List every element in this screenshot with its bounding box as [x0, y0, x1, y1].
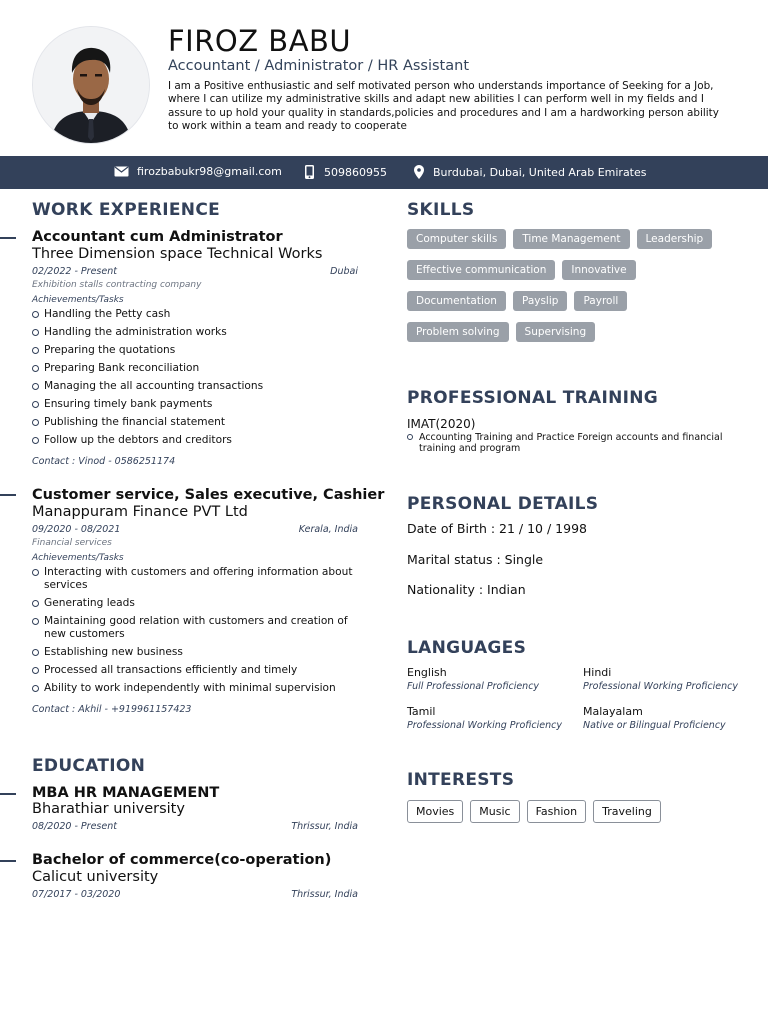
job-company: Manappuram Finance PVT Ltd — [32, 504, 248, 520]
job-dates: 02/2022 - Present — [32, 266, 117, 277]
candidate-role: Accountant / Administrator / HR Assistant — [168, 58, 470, 74]
profile-summary: I am a Positive enthusiastic and self motivated person who understands importance of Seeking for a Job, where I can utilize my administrative skills and adapt new abilities I can perform well in my fields and I assure to up hold your quality in standards,policies and procedures and I am a hardworking person ability to work within a team and ready to cooperate — [168, 80, 719, 133]
skills-heading: SKILLS — [407, 200, 475, 220]
timeline-marker — [0, 494, 16, 496]
language-item — [583, 666, 738, 692]
skill-tag: Effective communication — [407, 260, 555, 280]
interest-tag: Fashion — [527, 800, 587, 823]
work-experience-heading: WORK EXPERIENCE — [32, 200, 221, 220]
timeline-marker — [0, 793, 16, 795]
profile-photo — [32, 26, 150, 144]
envelope-icon — [114, 166, 129, 177]
language-level: Native or Bilingual Proficiency — [583, 720, 726, 731]
degree-title: MBA HR MANAGEMENT — [32, 785, 220, 801]
school-name: Calicut university — [32, 869, 159, 885]
skill-tag: Innovative — [562, 260, 635, 280]
date-of-birth: Date of Birth : 21 / 10 / 1998 — [407, 521, 587, 536]
education-dates: 07/2017 - 03/2020 — [32, 889, 121, 900]
candidate-name: FIROZ BABU — [168, 24, 352, 58]
language-item — [407, 705, 562, 731]
task-list — [32, 308, 362, 452]
list-item: Preparing the quotations — [32, 344, 362, 357]
language-name: Tamil — [407, 705, 436, 718]
education-location: Thrissur, India — [291, 821, 358, 832]
list-item: Managing the all accounting transactions — [32, 380, 362, 393]
list-item: Handling the Petty cash — [32, 308, 362, 321]
email-text: firozbabukr98@gmail.com — [137, 165, 282, 178]
interests-heading: INTERESTS — [407, 770, 515, 790]
education-location: Thrissur, India — [291, 889, 358, 900]
list-item: Interacting with customers and offering information about services — [32, 566, 354, 592]
education-meta — [32, 821, 358, 832]
timeline-marker — [0, 860, 16, 862]
skills-list — [407, 229, 747, 353]
phone-text: 509860955 — [324, 165, 387, 179]
language-name: Hindi — [583, 666, 612, 679]
location-text: Burdubai, Dubai, United Arab Emirates — [433, 165, 647, 179]
education-heading: EDUCATION — [32, 756, 146, 776]
interest-tag: Movies — [407, 800, 463, 823]
list-item: Preparing Bank reconciliation — [32, 362, 362, 375]
list-item: Establishing new business — [32, 646, 354, 659]
list-item: Publishing the financial statement — [32, 416, 362, 429]
task-list — [32, 566, 354, 700]
job-dates: 09/2020 - 08/2021 — [32, 524, 121, 535]
skill-tag: Payroll — [574, 291, 627, 311]
professional-training-heading: PROFESSIONAL TRAINING — [407, 388, 659, 408]
contact-email[interactable] — [114, 165, 282, 178]
language-item — [583, 705, 726, 731]
language-item — [407, 666, 539, 692]
list-item: Ability to work independently with minimal supervision — [32, 682, 354, 695]
list-item: Maintaining good relation with customers and creation of new customers — [32, 615, 354, 641]
skill-tag: Payslip — [513, 291, 567, 311]
marital-status: Marital status : Single — [407, 552, 544, 567]
school-name: Bharathiar university — [32, 801, 185, 817]
job-location: Dubai — [330, 266, 358, 277]
list-item: Processed all transactions efficiently and timely — [32, 664, 354, 677]
contact-bar — [0, 156, 768, 189]
skill-tag: Problem solving — [407, 322, 509, 342]
language-level: Full Professional Proficiency — [407, 681, 540, 692]
map-pin-icon — [414, 165, 424, 179]
contact-phone[interactable] — [305, 165, 387, 179]
skill-tag: Supervising — [516, 322, 596, 342]
job-meta — [32, 266, 358, 277]
language-name: Malayalam — [583, 705, 643, 718]
nationality: Nationality : Indian — [407, 582, 526, 597]
list-item: Handling the administration works — [32, 326, 362, 339]
skill-tag: Documentation — [407, 291, 506, 311]
job-company: Three Dimension space Technical Works — [32, 246, 323, 262]
mobile-phone-icon — [305, 165, 314, 179]
skill-tag: Time Management — [513, 229, 629, 249]
training-description-list — [407, 432, 737, 454]
job-meta — [32, 524, 358, 535]
language-name: English — [407, 666, 447, 679]
job-location: Kerala, India — [298, 524, 358, 535]
personal-details-heading: PERSONAL DETAILS — [407, 494, 599, 514]
list-item: Ensuring timely bank payments — [32, 398, 362, 411]
list-item: Follow up the debtors and creditors — [32, 434, 362, 447]
education-dates: 08/2020 - Present — [32, 821, 117, 832]
language-level: Professional Working Proficiency — [407, 720, 562, 731]
languages-heading: LANGUAGES — [407, 638, 527, 658]
job-title: Accountant cum Administrator — [32, 229, 283, 245]
timeline-marker — [0, 237, 16, 239]
list-item: Generating leads — [32, 597, 354, 610]
achievements-label: Achievements/Tasks — [32, 295, 124, 305]
interest-tag: Traveling — [593, 800, 661, 823]
skill-tag: Leadership — [637, 229, 713, 249]
training-name: IMAT(2020) — [407, 417, 476, 431]
training-description: Accounting Training and Practice Foreign accounts and financial training and program — [407, 432, 737, 454]
education-meta — [32, 889, 358, 900]
degree-title: Bachelor of commerce(co-operation) — [32, 852, 332, 868]
interest-tag: Music — [470, 800, 519, 823]
language-level: Professional Working Proficiency — [583, 681, 738, 692]
job-title: Customer service, Sales executive, Cashier — [32, 487, 385, 503]
company-description: Exhibition stalls contracting company — [32, 280, 202, 290]
interests-list — [407, 800, 661, 823]
reference-contact: Contact : Akhil - +919961157423 — [32, 704, 192, 715]
reference-contact: Contact : Vinod - 0586251174 — [32, 456, 176, 467]
achievements-label: Achievements/Tasks — [32, 553, 124, 563]
company-description: Financial services — [32, 538, 112, 548]
contact-location — [414, 165, 647, 179]
skill-tag: Computer skills — [407, 229, 506, 249]
